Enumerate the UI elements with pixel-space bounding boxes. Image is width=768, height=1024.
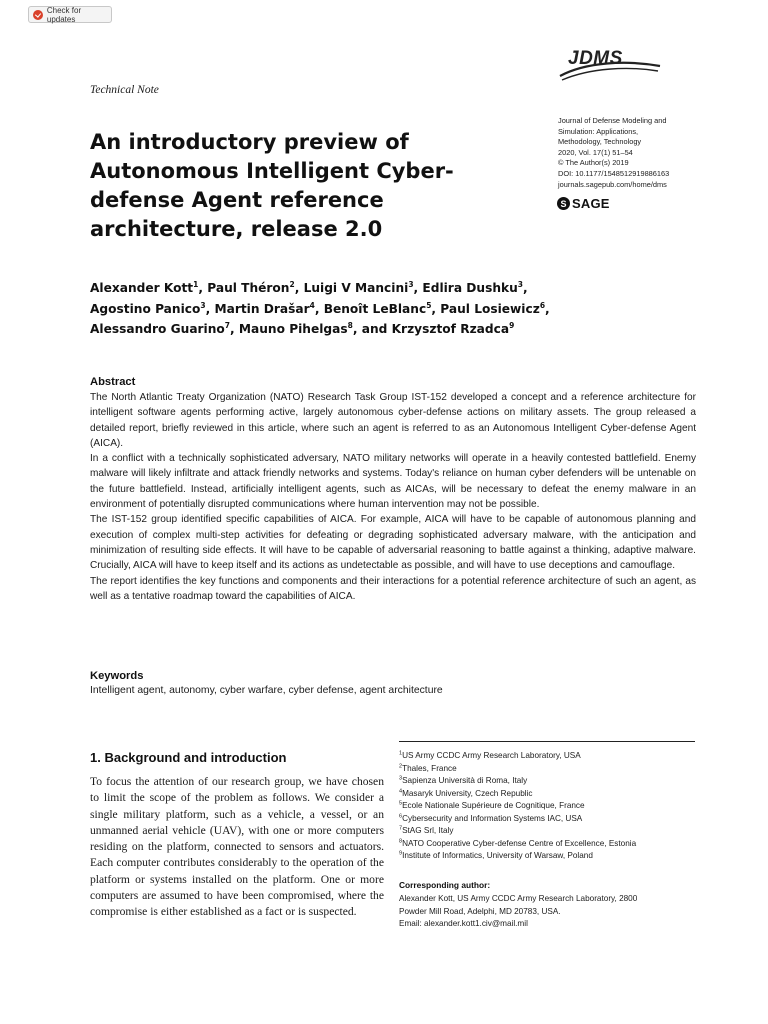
affiliation-text: Sapienza Università di Roma, Italy bbox=[402, 776, 528, 785]
affiliation-number: 5 bbox=[399, 800, 403, 807]
footnote-divider bbox=[399, 741, 695, 742]
affiliation-text: Cybersecurity and Information Systems IAC, USA bbox=[402, 813, 583, 823]
author-name: Paul Losiewicz bbox=[440, 301, 540, 316]
affiliation-text: StAG Srl, Italy bbox=[402, 826, 454, 835]
affiliation-item bbox=[399, 838, 699, 851]
affiliation-item bbox=[399, 825, 699, 838]
author-affiliation-number: 1 bbox=[193, 279, 199, 289]
affiliation-text: Institute of Informatics, University of Warsaw, Poland bbox=[402, 851, 593, 860]
journal-info-line: Simulation: Applications, bbox=[558, 126, 639, 136]
author-name: Edlira Dushku bbox=[422, 281, 518, 295]
paper-title: An introductory preview of Autonomous Intelligent Cyber-defense Agent reference architecture, release 2.0 bbox=[90, 130, 454, 241]
author-name: Paul Théron bbox=[207, 281, 290, 295]
author-separator: , bbox=[294, 281, 304, 295]
section-heading: 1. Background and introduction bbox=[90, 750, 287, 765]
affiliation-number: 2 bbox=[399, 762, 403, 769]
author-affiliation-number: 2 bbox=[289, 279, 295, 289]
author-separator: , bbox=[413, 281, 423, 295]
abstract-heading: Abstract bbox=[90, 376, 136, 388]
corresponding-author-heading: Corresponding author: bbox=[399, 880, 491, 890]
affiliation-text: Thales, France bbox=[402, 763, 457, 773]
affiliation-item bbox=[399, 775, 699, 788]
jdms-logo bbox=[556, 48, 666, 82]
author-name: Luigi V Mancini bbox=[303, 281, 409, 295]
abstract-paragraph: The IST-152 group identified specific capabilities of AICA. For example, AICA will have to be capable of autonomous planning and execution of complex multi-step activities for defeating or degrading sophisticated adversary malware, with the anticipation and minimization of resulting side effects. It will have to be capable of adversarial reasoning to battle against a thinking, adaptive malware. Crucially, AICA will have to keep itself and its actions as undetectable as possible, and will have to use deceptions and camouflage. bbox=[90, 514, 696, 572]
affiliation-item bbox=[399, 850, 699, 863]
journal-info-line: 2020, Vol. 17(1) 51–54 bbox=[558, 147, 633, 157]
abstract-paragraph: The report identifies the key functions and components and their interactions for a potential reference architecture of such an agent, as well as a tentative roadmap toward the capabilities of AICA. bbox=[90, 575, 696, 602]
affiliation-number: 8 bbox=[399, 837, 403, 844]
journal-info bbox=[558, 116, 708, 190]
author-name: Martin Drašar bbox=[214, 301, 310, 316]
affiliation-item bbox=[399, 788, 699, 801]
journal-info-line: Journal of Defense Modeling and bbox=[558, 116, 667, 125]
author-affiliation-number: 3 bbox=[408, 279, 414, 289]
author-name: Alexander Kott bbox=[90, 281, 194, 295]
affiliation-item bbox=[399, 763, 699, 776]
affiliation-number: 1 bbox=[399, 750, 403, 757]
author-name: Mauno Pihelgas bbox=[238, 322, 348, 336]
affiliation-item bbox=[399, 813, 699, 826]
keywords-text: Intelligent agent, autonomy, cyber warfare, cyber defense, agent architecture bbox=[90, 685, 443, 696]
abstract-body bbox=[90, 390, 696, 604]
affiliation-text: NATO Cooperative Cyber-defense Centre of Excellence, Estonia bbox=[402, 838, 637, 848]
author-separator: , bbox=[198, 281, 208, 295]
author-separator: , and bbox=[352, 322, 392, 336]
article-type-label: Technical Note bbox=[90, 84, 159, 96]
abstract-paragraph: In a conflict with a technically sophisticated adversary, NATO military networks will operate in a heavily contested battlefield. Enemy malware will likely infiltrate and attack friendly networks and systems. Today's reliance on human cyber defenders will be untenable on the future battlefield. Instead, artificially intelligent agents, such as AICAs, will be necessary to defeat the enemy malware in an environment of potentially disrupted communications where human intervention may not be possible. bbox=[90, 453, 696, 511]
keywords-heading: Keywords bbox=[90, 670, 144, 682]
journal-url-link[interactable]: journals.sagepub.com/home/dms bbox=[558, 179, 667, 189]
section-body-text: To focus the attention of our research group, we have chosen to limit the scope of the problem as follows. We consider a single military platform, such as a vehicle, a vessel, or an unmanned aerial vehicle (UAV), with one or more computers residing on the platform, connected to sensors and actuators. Each computer contributes considerably to the operation of the platform or systems installed on the platform. One or more computers are assumed to have been compromised, where the compromise is either established as a fact or is suspected. bbox=[90, 775, 384, 919]
author-separator: , bbox=[230, 322, 239, 336]
author-name: Benoît LeBlanc bbox=[323, 301, 427, 316]
affiliation-text: Masaryk University, Czech Republic bbox=[402, 788, 533, 798]
author-separator: , bbox=[314, 301, 324, 316]
doi-link[interactable]: DOI: 10.1177/1548512919886163 bbox=[558, 168, 670, 178]
author-affiliation-number: 9 bbox=[509, 320, 515, 330]
affiliation-text: Ecole Nationale Supérieure de Cognitique, France bbox=[402, 801, 585, 810]
author-affiliation-number: 5 bbox=[426, 300, 432, 310]
author-separator: , bbox=[431, 301, 441, 316]
affiliation-item bbox=[399, 800, 699, 813]
corresponding-author-details bbox=[399, 893, 699, 931]
affiliation-number: 9 bbox=[399, 850, 403, 857]
affiliation-item bbox=[399, 750, 699, 763]
affiliation-number: 6 bbox=[399, 812, 403, 819]
check-for-updates-button[interactable] bbox=[28, 6, 112, 23]
corresponding-author-line: Powder Mill Road, Adelphi, MD 20783, USA. bbox=[399, 906, 561, 916]
journal-info-line: © The Author(s) 2019 bbox=[558, 158, 629, 168]
author-name: Krzysztof Rzadca bbox=[391, 322, 510, 336]
author-name: Alessandro Guarino bbox=[90, 322, 225, 336]
author-name: Agostino Panico bbox=[90, 301, 201, 316]
affiliation-text: US Army CCDC Army Research Laboratory, USA bbox=[402, 751, 581, 760]
corresponding-author-email[interactable]: Email: alexander.kott1.civ@mail.mil bbox=[399, 919, 528, 929]
jdms-logo-text: JDMS bbox=[568, 48, 623, 69]
author-affiliation-number: 3 bbox=[517, 279, 524, 289]
author-separator: , bbox=[545, 301, 550, 316]
sage-wordmark: SAGE bbox=[572, 196, 610, 211]
sage-logo bbox=[557, 196, 610, 211]
author-separator: , bbox=[523, 281, 528, 295]
author-affiliation-number: 7 bbox=[224, 320, 230, 330]
affiliation-number: 3 bbox=[399, 775, 403, 782]
affiliation-number: 4 bbox=[399, 787, 403, 794]
check-for-updates-label: Check for updates bbox=[46, 5, 82, 24]
author-separator: , bbox=[205, 301, 215, 316]
journal-info-line: Methodology, Technology bbox=[558, 137, 642, 147]
abstract-paragraph: The North Atlantic Treaty Organization (NATO) Research Task Group IST-152 developed a concept and a reference architecture for intelligent software agents performing active, largely autonomous cyber-defense actions on military assets. The group released a detailed report, briefly reviewed in this article, where such an agent is referred to as an Autonomous Intelligent Cyber-defense Agent (AICA). bbox=[90, 392, 696, 449]
author-affiliation-number: 8 bbox=[347, 320, 353, 330]
author-affiliation-number: 6 bbox=[539, 300, 546, 310]
affiliation-number: 7 bbox=[399, 825, 403, 832]
corresponding-author-line: Alexander Kott, US Army CCDC Army Research Laboratory, 2800 bbox=[399, 894, 638, 903]
sage-mark-icon: S bbox=[557, 197, 570, 210]
affiliations-list bbox=[399, 750, 699, 863]
author-affiliation-number: 4 bbox=[309, 300, 315, 310]
author-list bbox=[90, 278, 690, 340]
author-affiliation-number: 3 bbox=[200, 300, 206, 310]
check-updates-icon bbox=[33, 10, 43, 20]
